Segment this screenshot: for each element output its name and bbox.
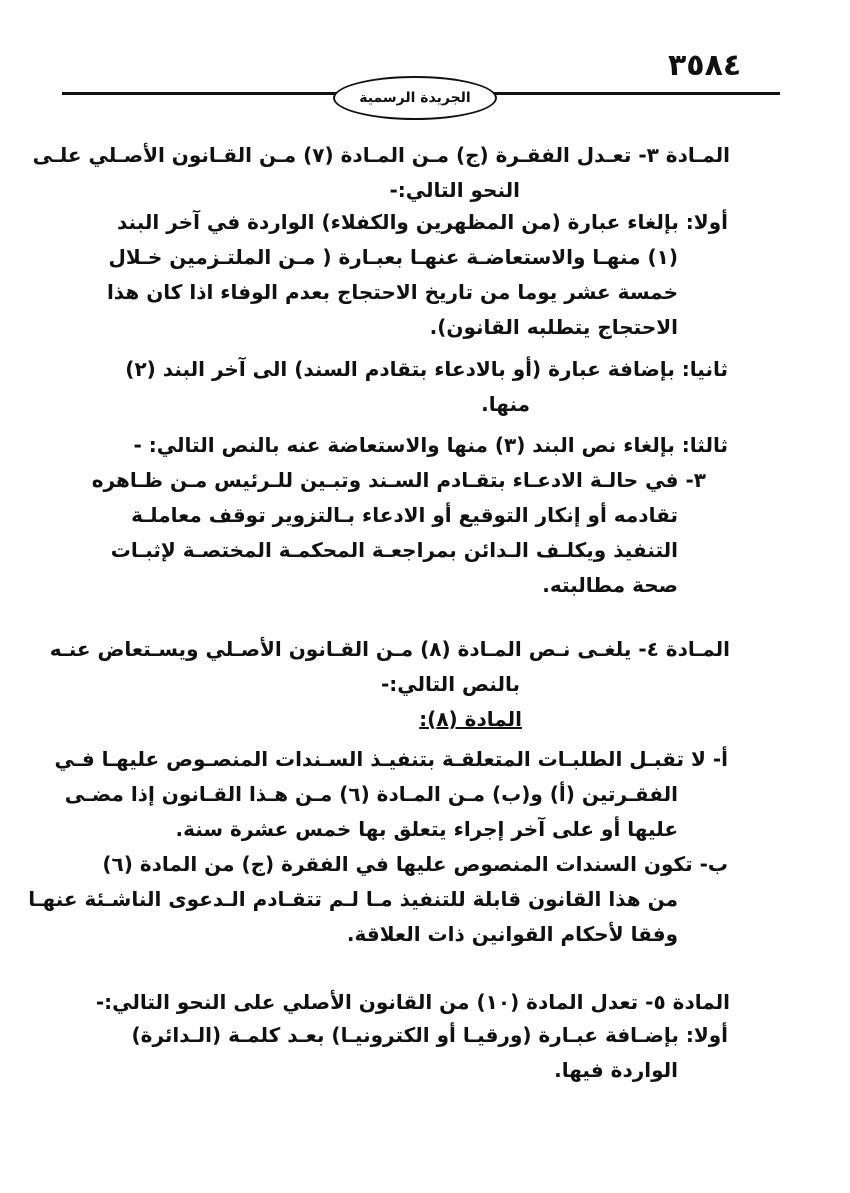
article-3-heading	[32, 138, 730, 208]
article-4-line-1: المـادة ٤- يلغـى نـص المـادة (٨) مـن القـانون الأصـلي ويسـتعاض عنـه	[49, 637, 730, 661]
page-number: ٣٥٨٤	[668, 48, 742, 83]
article-3-first-line-2: (١) منهـا والاستعاضـة عنهـا بعبـارة ( مـن الملتـزمين خـلال	[108, 245, 678, 269]
article-3-third-line-2: ٣- في حالـة الادعـاء بتقـادم السـند وتبـين للـرئيس مـن ظـاهره	[91, 468, 706, 492]
article-4-a-line-1: أ- لا تقبـل الطلبـات المتعلقـة بتنفيـذ السـندات المنصـوص عليهـا فـي	[54, 747, 728, 771]
article-4-a-line-3: عليها أو على آخر إجراء يتعلق بها خمس عشرة سنة.	[175, 817, 678, 841]
article-4-b-line-2: من هذا القانون قابلة للتنفيذ مـا لـم تتقـادم الـدعوى الناشـئة عنهـا	[28, 887, 678, 911]
article-4-line-2: بالنص التالي:-	[380, 672, 520, 696]
article-5-line-1: المادة ٥- تعدل المادة (١٠) من القانون الأصلي على النحو التالي:-	[95, 990, 730, 1014]
article-5-first	[100, 1018, 728, 1088]
article-3-third-line-5: صحة مطالبته.	[542, 573, 678, 597]
article-4-b-line-1: ب- تكون السندات المنصوص عليها في الفقرة (ج) من المادة (٦)	[102, 852, 728, 876]
article-3-second-line-1: ثانيا: بإضافة عبارة (أو بالادعاء بتقادم السند) الى آخر البند (٢)	[125, 357, 728, 381]
article-4-item-a	[54, 742, 728, 847]
article-5-first-line-1: أولا: بإضـافة عبـارة (ورقيـا أو الكترونيـا) بعـد كلمـة (الـدائرة)	[131, 1023, 728, 1047]
article-3-second-line-2: منها.	[481, 392, 530, 416]
article-3-third-line-1: ثالثا: بإلغاء نص البند (٣) منها والاستعاضة عنه بالنص التالي: -	[133, 433, 728, 457]
article-3-first-line-4: الاحتجاج يتطلبه القانون).	[429, 315, 678, 339]
gazette-title-oval	[333, 76, 497, 120]
article-4-item-b	[28, 847, 728, 952]
article-5-first-line-2: الواردة فيها.	[554, 1058, 678, 1082]
article-3-third	[91, 428, 728, 603]
article-5-heading	[95, 985, 730, 1020]
article-4-b-line-3: وفقا لأحكام القوانين ذات العلاقة.	[346, 922, 678, 946]
article-3-third-line-4: التنفيذ ويكلـف الـدائن بمراجعـة المحكمـة المختصـة لإثبـات	[110, 538, 678, 562]
article-4-subheading: المادة (٨):	[419, 707, 522, 731]
gazette-title: الجريدة الرسمية	[359, 90, 471, 106]
article-3-third-line-3: تقادمه أو إنكار التوقيع أو الادعاء بـالتزوير توقف معاملـة	[131, 503, 678, 527]
article-4-a-line-2: الفقـرتين (أ) و(ب) مـن المـادة (٦) مـن هـذا القـانون إذا مضـى	[64, 782, 678, 806]
article-3-first-line-3: خمسة عشر يوما من تاريخ الاحتجاج بعدم الوفاء اذا كان هذا	[106, 280, 678, 304]
article-3-first	[100, 205, 728, 345]
article-3-first-line-1: أولا: بإلغاء عبارة (من المظهرين والكفلاء) الواردة في آخر البند	[117, 210, 728, 234]
article-3-second	[100, 352, 728, 422]
article-4-heading	[49, 632, 730, 737]
article-3-line-1: المـادة ٣- تعـدل الفقـرة (ج) مـن المـادة (٧) مـن القـانون الأصـلي علـى	[32, 143, 730, 167]
article-3-line-2: النحو التالي:-	[389, 178, 520, 202]
